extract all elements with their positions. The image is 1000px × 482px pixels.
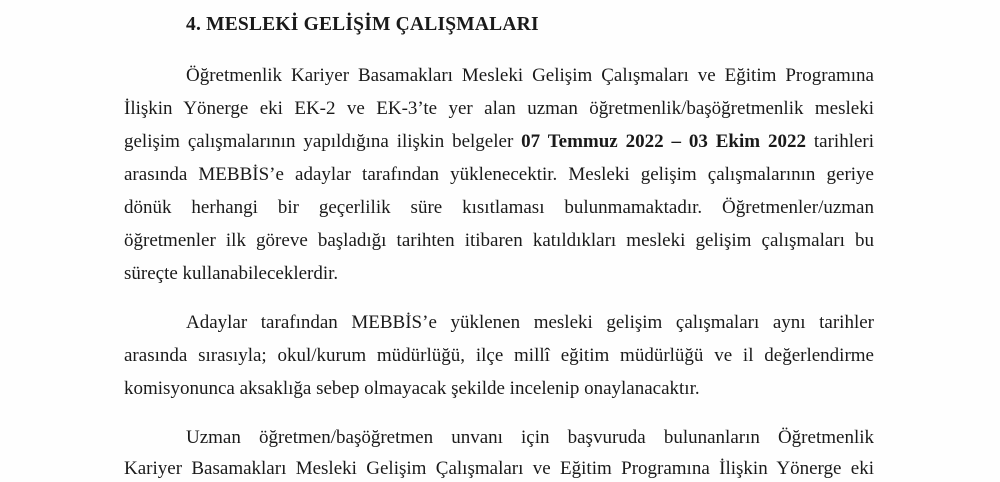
paragraph-1-line-3-tail: tarihleri (813, 131, 875, 152)
paragraph-1-line-7: süreçte kullanabileceklerdir. (124, 263, 339, 284)
paragraph-1-line-4: arasında MEBBİS’e adaylar tarafından yüklenecektir. Mesleki gelişim çalışmalarının geriye (124, 164, 874, 185)
paragraph-2-line-3: komisyonunca aksaklığa sebep olmayacak şekilde incelenip onaylanacaktır. (124, 378, 700, 399)
section-heading: 4. MESLEKİ GELİŞİM ÇALIŞMALARI (186, 14, 539, 35)
paragraph-1-line-3 (124, 130, 874, 154)
paragraph-1-line-2: İlişkin Yönerge eki EK-2 ve EK-3’te yer alan uzman öğretmenlik/başöğretmenlik mesleki (124, 98, 874, 119)
paragraph-1-line-5: dönük herhangi bir geçerlilik süre kısıtlaması bulunmamaktadır. Öğretmenler/uzman (124, 197, 874, 218)
paragraph-1-line-3-text: gelişim çalışmalarının yapıldığına ilişkin belgeler (124, 131, 514, 152)
paragraph-3-line-1: Uzman öğretmen/başöğretmen unvanı için başvuruda bulunanların Öğretmenlik (186, 427, 874, 448)
paragraph-1-line-6: öğretmenler ilk göreve başladığı tarihten itibaren katıldıkları mesleki gelişim çalışmaları bu (124, 230, 874, 251)
paragraph-2-line-1: Adaylar tarafından MEBBİS’e yüklenen mesleki gelişim çalışmaları aynı tarihler (186, 312, 874, 333)
paragraph-2-line-2: arasında sırasıyla; okul/kurum müdürlüğü, ilçe millî eğitim müdürlüğü ve il değerlendirme (124, 345, 874, 366)
paragraph-1-line-1: Öğretmenlik Kariyer Basamakları Mesleki Gelişim Çalışmaları ve Eğitim Programına (186, 65, 874, 86)
date-range-bold: 07 Temmuz 2022 – 03 Ekim 2022 (521, 131, 806, 152)
paragraph-3-line-2: Kariyer Basamakları Mesleki Gelişim Çalışmaları ve Eğitim Programına İlişkin Yönerge eki (124, 458, 874, 479)
